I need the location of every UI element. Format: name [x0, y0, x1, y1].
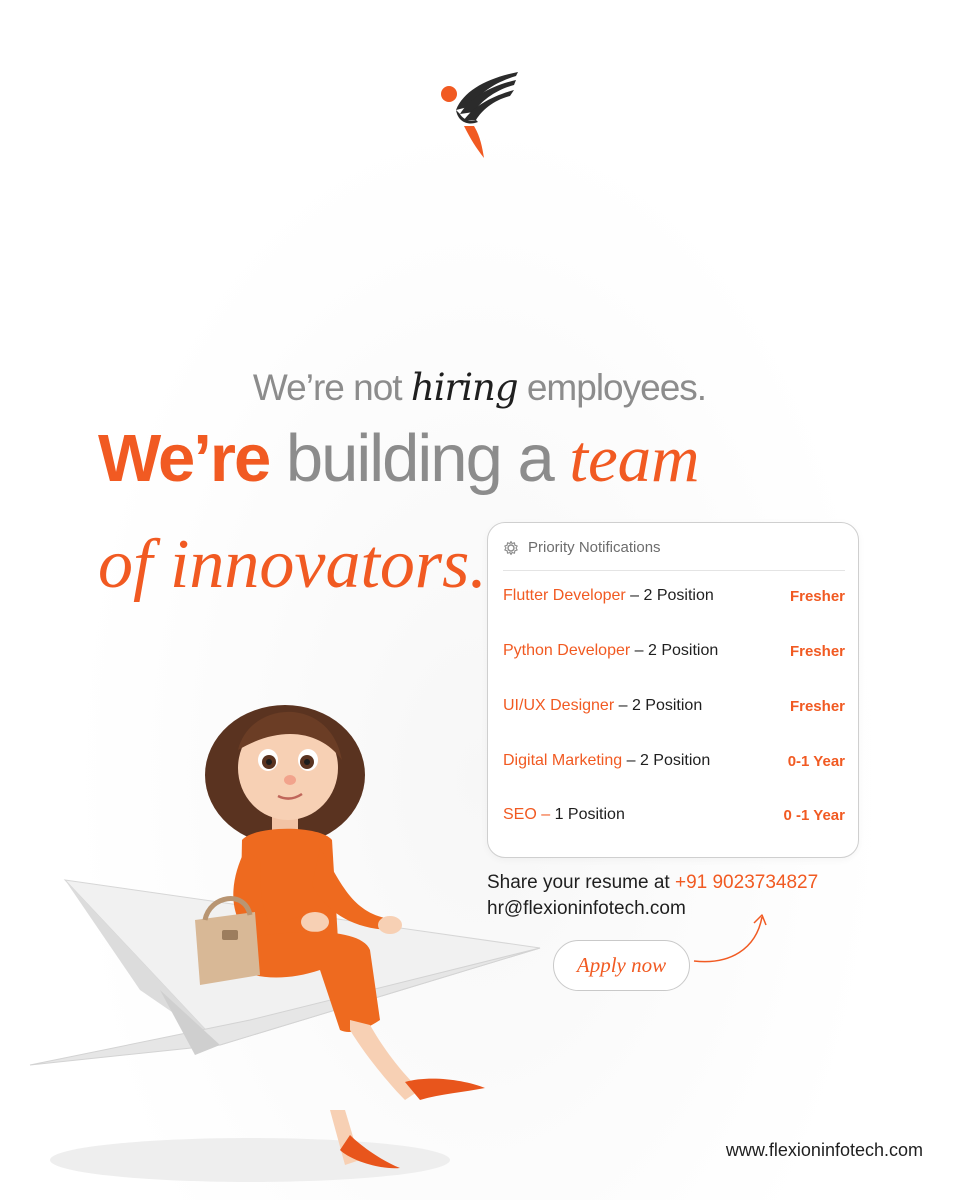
job-title: Digital Marketing	[503, 752, 623, 769]
share-resume-line	[487, 870, 818, 896]
job-row	[503, 639, 845, 663]
share-text: Share your resume at	[487, 872, 675, 893]
job-title: Flutter Developer	[503, 587, 626, 604]
gear-icon	[503, 540, 519, 556]
priority-notifications-card	[487, 522, 859, 858]
job-title: Python Developer	[503, 642, 631, 659]
card-title: Priority Notifications	[528, 539, 661, 556]
job-description	[503, 697, 702, 715]
job-row	[503, 694, 845, 718]
headline-2-grey: building a	[269, 421, 570, 496]
job-row	[503, 803, 845, 827]
email-address[interactable]: hr@flexioninfotech.com	[487, 898, 686, 919]
card-header	[503, 538, 845, 571]
job-description	[503, 752, 710, 770]
headline-line-1	[0, 366, 959, 409]
job-title: SEO –	[503, 806, 555, 823]
job-experience: Fresher	[789, 587, 845, 605]
headline-1-after: employees.	[517, 367, 707, 408]
woman-on-paper-plane-illustration	[20, 690, 560, 1200]
job-positions: – 2 Position	[614, 697, 703, 714]
website-link[interactable]: www.flexioninfotech.com	[725, 1140, 923, 1160]
job-description	[503, 642, 718, 660]
job-positions: – 2 Position	[625, 587, 714, 604]
job-title: UI/UX Designer	[503, 697, 615, 714]
headline-line-3: of innovators.	[98, 526, 487, 603]
apply-now-button[interactable]: Apply now	[553, 940, 690, 991]
headline-2-strong: We’re	[98, 421, 270, 496]
job-experience: Fresher	[789, 697, 845, 715]
job-row	[503, 749, 845, 773]
job-row	[503, 584, 845, 608]
job-description	[503, 587, 714, 605]
job-positions: 1 Position	[554, 806, 625, 823]
job-positions: – 2 Position	[630, 642, 719, 659]
job-experience: 0 -1 Year	[783, 806, 845, 824]
job-description	[503, 806, 625, 824]
headline-2-serif: team	[569, 422, 700, 496]
phone-number[interactable]: +91 9023734827	[674, 872, 819, 893]
brand-logo	[436, 70, 522, 160]
job-positions: – 2 Position	[622, 752, 711, 769]
headline-1-before: We’re not	[252, 367, 411, 408]
job-experience: Fresher	[789, 642, 845, 660]
headline-1-accent: hiring	[410, 366, 518, 409]
headline-line-2	[98, 421, 700, 496]
job-experience: 0-1 Year	[787, 752, 845, 770]
curved-arrow-icon	[690, 905, 770, 970]
